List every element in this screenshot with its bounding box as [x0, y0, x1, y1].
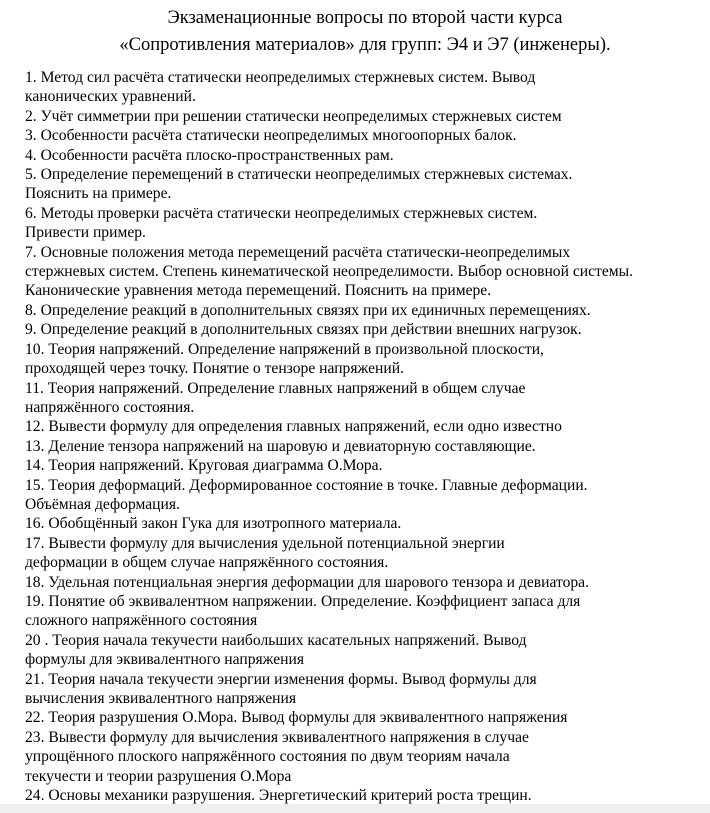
question-item	[25, 456, 633, 475]
question-item	[25, 68, 633, 107]
question-text-line: Объёмная деформация.	[25, 495, 180, 513]
question-item	[25, 534, 633, 573]
question-item	[25, 107, 633, 126]
question-item	[25, 437, 633, 456]
question-text-line: 3. Особенности расчёта статически неопределимых многоопорных балок.	[25, 127, 517, 145]
question-item	[25, 631, 633, 670]
question-text-line: 10. Теория напряжений. Определение напряжений в произвольной плоскости,	[25, 340, 544, 358]
question-item	[25, 592, 633, 631]
question-item	[25, 708, 633, 727]
question-item	[25, 573, 633, 592]
question-text-line: стержневых систем. Степень кинематической неопределимости. Выбор основной системы.	[25, 263, 633, 281]
page-bottom-bar	[0, 804, 710, 813]
question-text-line: 15. Теория деформаций. Деформированное состояние в точке. Главные деформации.	[25, 476, 588, 494]
question-item	[25, 728, 633, 786]
question-text-line: 20 . Теория начала текучести наибольших касательных напряжений. Вывод	[25, 631, 527, 649]
question-text-line: проходящей через точку. Понятие о тензоре напряжений.	[25, 360, 404, 378]
question-text-line: 16. Обобщённый закон Гука для изотропного материала.	[25, 515, 402, 533]
questions-list	[25, 68, 633, 805]
question-text-line: 24. Основы механики разрушения. Энергетический критерий роста трещин.	[25, 787, 532, 805]
question-item	[25, 301, 633, 320]
question-text-line: 14. Теория напряжений. Круговая диаграмма О.Мора.	[25, 457, 383, 475]
question-text-line: упрощённого плоского напряжённого состояния по двум теориям начала	[25, 748, 510, 766]
question-text-line: 23. Вывести формулу для вычисления эквивалентного напряжения в случае	[25, 728, 529, 746]
question-text-line: Пояснить на примере.	[25, 185, 172, 203]
question-text-line: сложного напряжённого состояния	[25, 612, 258, 630]
question-item	[25, 379, 633, 418]
question-item	[25, 476, 633, 515]
question-text-line: 4. Особенности расчёта плоско-пространственных рам.	[25, 146, 394, 164]
question-text-line: 22. Теория разрушения О.Мора. Вывод формулы для эквивалентного напряжения	[25, 709, 568, 727]
question-text-line: 2. Учёт симметрии при решении статически неопределимых стержневых систем	[25, 107, 562, 125]
question-item	[25, 204, 633, 243]
question-text-line: вычисления эквивалентного напряжения	[25, 690, 297, 707]
document-title	[0, 5, 710, 59]
question-text-line: 7. Основные положения метода перемещений расчёта статически-неопределимых	[25, 243, 571, 261]
question-item	[25, 670, 633, 709]
question-text-line: 18. Удельная потенциальная энергия деформации для шарового тензора и девиатора.	[25, 573, 589, 591]
question-text-line: 17. Вывести формулу для вычисления удельной потенциальной энергии	[25, 534, 505, 552]
question-text-line: 5. Определение перемещений в статически неопределимых стержневых системах.	[25, 166, 573, 184]
question-text-line: деформации в общем случае напряжённого состояния.	[25, 554, 389, 572]
question-item	[25, 243, 633, 301]
question-text-line: 9. Определение реакций в дополнительных связях при действии внешних нагрузок.	[25, 321, 582, 339]
question-item	[25, 165, 633, 204]
title-line-2: «Сопротивления материалов» для групп: Э4 и Э7 (инженеры).	[119, 35, 611, 55]
question-text-line: 12. Вывести формулу для определения главных напряжений, если одно известно	[25, 418, 562, 436]
question-item	[25, 146, 633, 165]
question-text-line: 6. Методы проверки расчёта статически неопределимых стержневых систем.	[25, 204, 538, 222]
question-item	[25, 786, 633, 805]
question-text-line: 13. Деление тензора напряжений на шаровую и девиаторную составляющие.	[25, 437, 536, 455]
question-text-line: 8. Определение реакций в дополнительных связях при их единичных перемещениях.	[25, 301, 591, 319]
question-text-line: Привести пример.	[25, 224, 146, 242]
question-text-line: текучести и теории разрушения О.Мора	[25, 767, 292, 785]
question-text-line: формулы для эквивалентного напряжения	[25, 651, 305, 669]
question-text-line: 19. Понятие об эквивалентном напряжении. Определение. Коэффициент запаса для	[25, 592, 581, 610]
question-item	[25, 417, 633, 436]
question-item	[25, 320, 633, 339]
question-item	[25, 126, 633, 145]
question-text-line: 21. Теория начала текучести энергии изменения формы. Вывод формулы для	[25, 670, 537, 688]
question-text-line: напряжённого состояния.	[25, 398, 195, 416]
title-line-1: Экзаменационные вопросы по второй части курса	[167, 8, 563, 28]
question-item	[25, 340, 633, 379]
question-text-line: канонических уравнений.	[25, 88, 196, 106]
question-item	[25, 514, 633, 533]
question-text-line: Канонические уравнения метода перемещений. Пояснить на примере.	[25, 282, 492, 300]
question-text-line: 1. Метод сил расчёта статически неопределимых стержневых систем. Вывод	[25, 69, 536, 86]
question-text-line: 11. Теория напряжений. Определение главных напряжений в общем случае	[25, 379, 526, 397]
